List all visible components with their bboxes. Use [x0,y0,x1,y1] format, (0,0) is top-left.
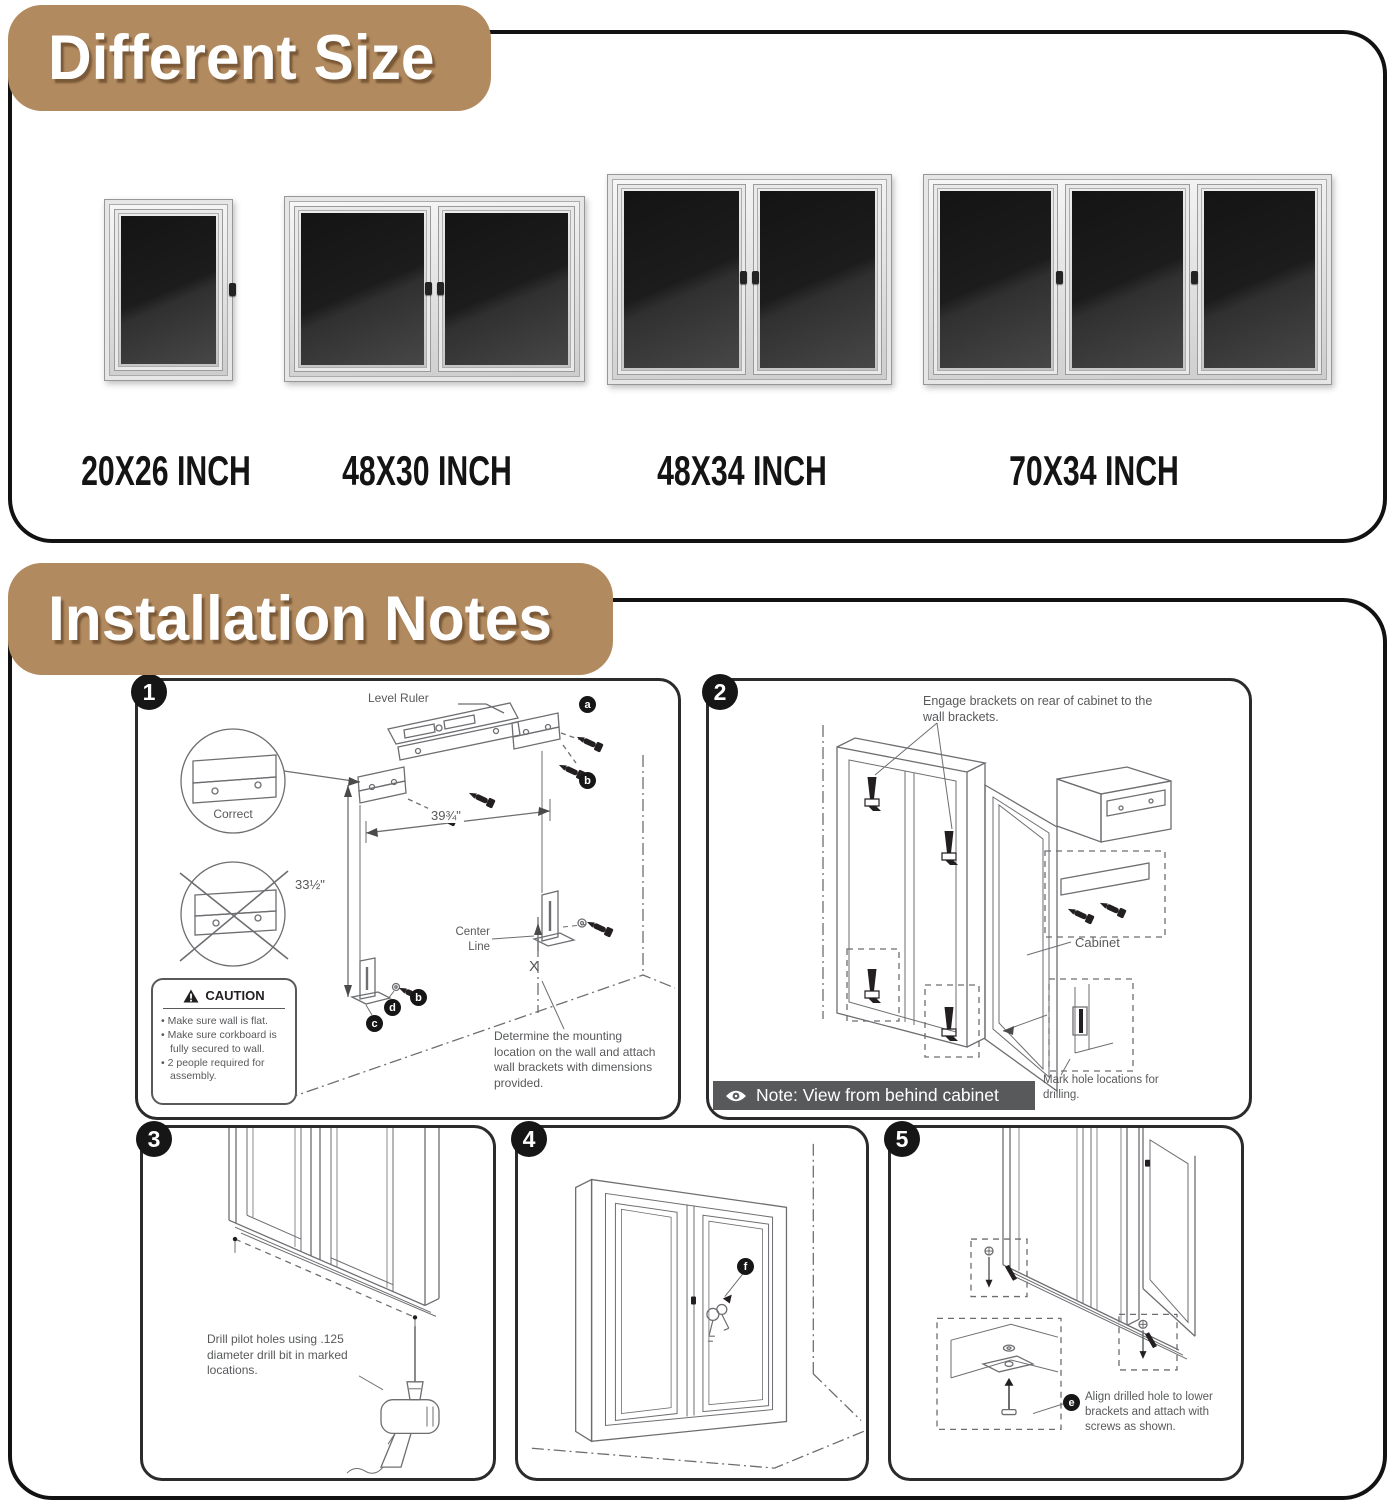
step2-diagram [709,681,1249,1117]
cabinet-lock [1056,271,1063,284]
cork-board [760,191,875,368]
step3-number: 3 [136,1121,172,1157]
cork-board [1204,191,1315,368]
size-label-48x34: 48X34 INCH [657,447,827,494]
size-label-20x26: 20X26 INCH [81,447,251,494]
step4-panel [515,1125,869,1481]
cabinet-door [1065,184,1190,375]
step1-number: 1 [131,674,167,710]
step2-number: 2 [702,674,738,710]
caution-box [151,978,297,1105]
board-cabinet-20x26 [104,199,233,381]
marker-c: c [366,1015,383,1032]
view-note-banner [713,1081,1035,1110]
step5-note: Align drilled hole to lower brackets and attach with screws as shown. [1085,1391,1213,1433]
step2-panel [706,678,1252,1120]
caution-item: • 2 people required for assembly. [161,1057,287,1085]
marker-d: d [384,999,401,1016]
cork-board [1072,191,1183,368]
step5-panel [888,1125,1244,1481]
cabinet-door [1197,184,1322,375]
installation-title: Installation Notes [48,584,553,654]
marker-e: e [1063,1394,1080,1411]
different-size-title: Different Size [48,23,435,93]
caution-item: • Make sure wall is flat. [161,1015,287,1029]
step4-diagram [518,1128,866,1478]
step4-number: 4 [511,1121,547,1157]
board-cabinet-48x30 [284,196,585,382]
cork-board [940,191,1051,368]
different-size-title-badge [8,5,491,111]
cabinet-lock [752,271,759,284]
mark-holes-note: Mark hole locations for drilling. [1043,1074,1159,1101]
step3-diagram [143,1128,493,1478]
caution-item: • Make sure corkboard is fully secured to wall. [161,1029,287,1057]
step1-panel [135,678,681,1120]
marker-b2: b [410,989,427,1006]
cabinet-door [294,206,431,372]
cork-board [445,213,568,365]
center-line-label: Center Line [455,926,490,953]
view-note-text: Note: View from behind cabinet [756,1085,999,1105]
cork-board [624,191,739,368]
installation-title-badge [8,563,613,675]
cabinet-door [114,209,223,371]
caution-title: CAUTION [205,988,265,1003]
cabinet-lock [437,282,444,295]
caution-title-row [161,986,287,1003]
level-ruler-label: Level Ruler [368,691,429,705]
cabinet-door [933,184,1058,375]
step3-note: Drill pilot holes using .125 diameter drill bit in marked locations. [207,1332,348,1378]
cabinet-door [617,184,746,375]
board-cabinet-48x34 [607,174,892,385]
marker-f: f [737,1258,754,1275]
cabinet-lock [740,271,747,284]
size-label-70x34: 70X34 INCH [1009,447,1179,494]
board-cabinet-70x34 [923,174,1332,385]
eye-icon [725,1089,747,1103]
cabinet-label: Cabinet [1075,935,1120,950]
step5-number: 5 [884,1121,920,1157]
x-mark: X [529,958,540,975]
size-label-48x30: 48X30 INCH [342,447,512,494]
warning-icon [183,989,199,1003]
height-dimension: 33½" [292,877,328,892]
correct-label: Correct [213,807,253,821]
cabinet-door [753,184,882,375]
cork-board [121,216,216,364]
marker-b: b [579,772,596,789]
engage-note: Engage brackets on rear of cabinet to the wall brackets. [923,694,1153,725]
cabinet-lock [1191,271,1198,284]
width-dimension: 39¾" [428,808,464,823]
step1-note: Determine the mounting location on the wall and attach wall brackets with dimensions provided. [494,1029,656,1090]
cabinet-lock [229,283,236,296]
caution-rule [163,1008,285,1009]
cabinet-lock [425,282,432,295]
cabinet-door [438,206,575,372]
marker-a: a [579,696,596,713]
cork-board [301,213,424,365]
step3-panel [140,1125,496,1481]
